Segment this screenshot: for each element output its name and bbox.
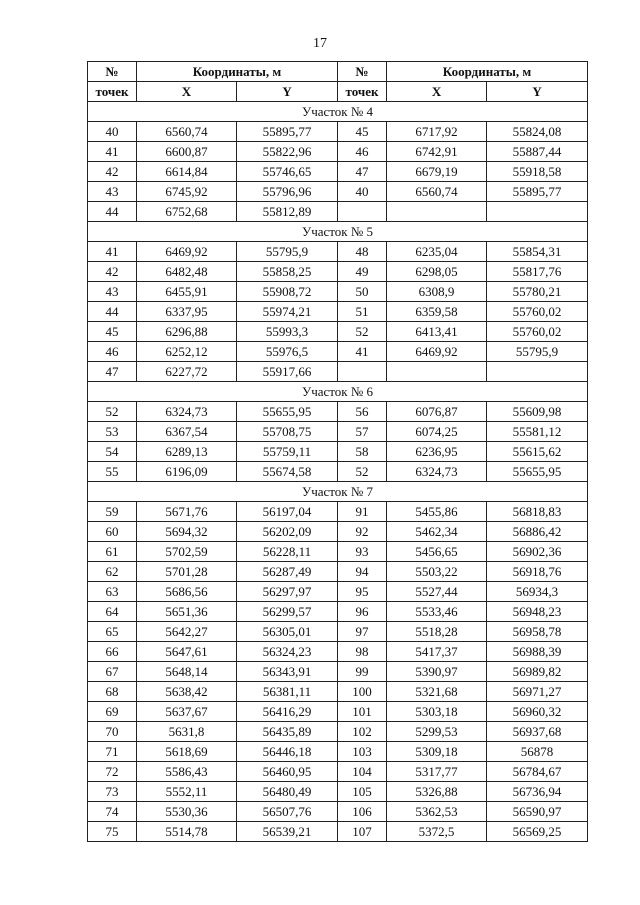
point-number: 65 xyxy=(88,622,137,642)
y-value: 56736,94 xyxy=(487,782,588,802)
point-number: 94 xyxy=(338,562,387,582)
x-value xyxy=(387,362,487,382)
point-number: 92 xyxy=(338,522,387,542)
point-number: 45 xyxy=(338,122,387,142)
y-value: 55887,44 xyxy=(487,142,588,162)
table-row xyxy=(88,142,588,162)
point-number: 63 xyxy=(88,582,137,602)
y-value: 55655,95 xyxy=(237,402,338,422)
table-row xyxy=(88,202,588,222)
point-number: 96 xyxy=(338,602,387,622)
x-value: 5701,28 xyxy=(137,562,237,582)
x-value: 5631,8 xyxy=(137,722,237,742)
x-value: 5648,14 xyxy=(137,662,237,682)
point-number: 59 xyxy=(88,502,137,522)
y-value: 56343,91 xyxy=(237,662,338,682)
x-value: 5647,61 xyxy=(137,642,237,662)
point-number: 46 xyxy=(338,142,387,162)
table-row xyxy=(88,682,588,702)
y-value: 55854,31 xyxy=(487,242,588,262)
points-label: точек xyxy=(88,82,137,102)
x-value: 6679,19 xyxy=(387,162,487,182)
x-value: 6337,95 xyxy=(137,302,237,322)
point-number: 43 xyxy=(88,182,137,202)
section-title: Участок № 4 xyxy=(88,102,588,122)
point-number: 53 xyxy=(88,422,137,442)
y-value: 55824,08 xyxy=(487,122,588,142)
point-number: 52 xyxy=(338,322,387,342)
x-value: 6413,41 xyxy=(387,322,487,342)
y-value: 55760,02 xyxy=(487,322,588,342)
point-number: 43 xyxy=(88,282,137,302)
x-value: 6742,91 xyxy=(387,142,487,162)
y-value: 55918,58 xyxy=(487,162,588,182)
point-number: 40 xyxy=(338,182,387,202)
y-value: 56918,76 xyxy=(487,562,588,582)
x-value: 6560,74 xyxy=(387,182,487,202)
x-value xyxy=(387,202,487,222)
point-number: 54 xyxy=(88,442,137,462)
point-number xyxy=(338,202,387,222)
section-title: Участок № 7 xyxy=(88,482,588,502)
y-value xyxy=(487,362,588,382)
table-row xyxy=(88,562,588,582)
y-value: 56416,29 xyxy=(237,702,338,722)
y-value: 56902,36 xyxy=(487,542,588,562)
y-value: 55796,96 xyxy=(237,182,338,202)
table-row xyxy=(88,262,588,282)
table-row xyxy=(88,362,588,382)
table-row xyxy=(88,502,588,522)
point-number: 107 xyxy=(338,822,387,842)
y-value: 56228,11 xyxy=(237,542,338,562)
x-value: 6308,9 xyxy=(387,282,487,302)
y-value: 55746,65 xyxy=(237,162,338,182)
point-number: 68 xyxy=(88,682,137,702)
coordinates-table xyxy=(87,61,588,842)
y-value: 56446,18 xyxy=(237,742,338,762)
x-value: 5533,46 xyxy=(387,602,487,622)
y-value: 56305,01 xyxy=(237,622,338,642)
point-number: 72 xyxy=(88,762,137,782)
x-value: 5637,67 xyxy=(137,702,237,722)
x-value: 5372,5 xyxy=(387,822,487,842)
point-number: 45 xyxy=(88,322,137,342)
y-value: 56460,95 xyxy=(237,762,338,782)
x-value: 6745,92 xyxy=(137,182,237,202)
y-value: 56937,68 xyxy=(487,722,588,742)
point-number: 100 xyxy=(338,682,387,702)
y-value xyxy=(487,202,588,222)
x-value: 5651,36 xyxy=(137,602,237,622)
section-row xyxy=(88,222,588,242)
point-number: 41 xyxy=(88,142,137,162)
point-number: 71 xyxy=(88,742,137,762)
table-row xyxy=(88,302,588,322)
x-value: 6074,25 xyxy=(387,422,487,442)
x-value: 5638,42 xyxy=(137,682,237,702)
table-row xyxy=(88,622,588,642)
y-value: 55759,11 xyxy=(237,442,338,462)
x-value: 6469,92 xyxy=(387,342,487,362)
y-value: 56287,49 xyxy=(237,562,338,582)
table-row xyxy=(88,642,588,662)
point-number: 74 xyxy=(88,802,137,822)
table-row xyxy=(88,282,588,302)
point-number: 50 xyxy=(338,282,387,302)
x-value: 6469,92 xyxy=(137,242,237,262)
point-number: 102 xyxy=(338,722,387,742)
y-value: 55822,96 xyxy=(237,142,338,162)
section-title: Участок № 6 xyxy=(88,382,588,402)
page-number: 17 xyxy=(313,36,327,51)
x-value: 6298,05 xyxy=(387,262,487,282)
point-number: 69 xyxy=(88,702,137,722)
y-value: 55917,66 xyxy=(237,362,338,382)
x-value: 5503,22 xyxy=(387,562,487,582)
point-number: 41 xyxy=(338,342,387,362)
point-number: 70 xyxy=(88,722,137,742)
table-row xyxy=(88,662,588,682)
y-value: 56784,67 xyxy=(487,762,588,782)
y-value: 55974,21 xyxy=(237,302,338,322)
y-value: 56299,57 xyxy=(237,602,338,622)
point-number: 44 xyxy=(88,202,137,222)
table-row xyxy=(88,422,588,442)
section-row xyxy=(88,482,588,502)
point-number: 42 xyxy=(88,162,137,182)
x-value: 6289,13 xyxy=(137,442,237,462)
point-number: 91 xyxy=(338,502,387,522)
table-row xyxy=(88,322,588,342)
y-value: 55780,21 xyxy=(487,282,588,302)
x-value: 5326,88 xyxy=(387,782,487,802)
x-value: 5309,18 xyxy=(387,742,487,762)
point-number: 99 xyxy=(338,662,387,682)
y-value: 56435,89 xyxy=(237,722,338,742)
table-row xyxy=(88,762,588,782)
y-value: 56958,78 xyxy=(487,622,588,642)
point-number: 40 xyxy=(88,122,137,142)
coordinates-header: Координаты, м xyxy=(387,62,588,82)
x-value: 6236,95 xyxy=(387,442,487,462)
x-value: 5586,43 xyxy=(137,762,237,782)
table-row xyxy=(88,242,588,262)
x-value: 6455,91 xyxy=(137,282,237,302)
section-row xyxy=(88,382,588,402)
x-value: 6324,73 xyxy=(387,462,487,482)
table-row xyxy=(88,582,588,602)
y-value: 56539,21 xyxy=(237,822,338,842)
x-value: 5317,77 xyxy=(387,762,487,782)
x-value: 5321,68 xyxy=(387,682,487,702)
table-row xyxy=(88,542,588,562)
x-value: 6482,48 xyxy=(137,262,237,282)
x-value: 6359,58 xyxy=(387,302,487,322)
table-row xyxy=(88,782,588,802)
point-number: 106 xyxy=(338,802,387,822)
x-value: 6235,04 xyxy=(387,242,487,262)
y-value: 55817,76 xyxy=(487,262,588,282)
y-value: 56988,39 xyxy=(487,642,588,662)
section-row xyxy=(88,102,588,122)
point-number: 60 xyxy=(88,522,137,542)
points-label: точек xyxy=(338,82,387,102)
table-row xyxy=(88,802,588,822)
x-value: 5671,76 xyxy=(137,502,237,522)
x-value: 5303,18 xyxy=(387,702,487,722)
point-number: 64 xyxy=(88,602,137,622)
y-value: 56507,76 xyxy=(237,802,338,822)
x-value: 6076,87 xyxy=(387,402,487,422)
table-row xyxy=(88,122,588,142)
x-value: 6614,84 xyxy=(137,162,237,182)
point-number: 49 xyxy=(338,262,387,282)
table-row xyxy=(88,702,588,722)
table-row xyxy=(88,182,588,202)
point-number: 97 xyxy=(338,622,387,642)
table-row xyxy=(88,522,588,542)
x-value: 5390,97 xyxy=(387,662,487,682)
x-value: 6600,87 xyxy=(137,142,237,162)
point-number xyxy=(338,362,387,382)
x-value: 5362,53 xyxy=(387,802,487,822)
y-value: 55760,02 xyxy=(487,302,588,322)
point-number: 93 xyxy=(338,542,387,562)
x-value: 5518,28 xyxy=(387,622,487,642)
y-header: Y xyxy=(237,82,338,102)
table-row xyxy=(88,342,588,362)
y-value: 55795,9 xyxy=(237,242,338,262)
y-value: 55895,77 xyxy=(487,182,588,202)
y-value: 55795,9 xyxy=(487,342,588,362)
table-row xyxy=(88,602,588,622)
x-value: 6367,54 xyxy=(137,422,237,442)
y-value: 55976,5 xyxy=(237,342,338,362)
point-number: 57 xyxy=(338,422,387,442)
point-number: 47 xyxy=(338,162,387,182)
y-value: 55581,12 xyxy=(487,422,588,442)
x-value: 5686,56 xyxy=(137,582,237,602)
x-value: 5455,86 xyxy=(387,502,487,522)
table-row xyxy=(88,462,588,482)
point-number: 103 xyxy=(338,742,387,762)
y-value: 56886,42 xyxy=(487,522,588,542)
x-value: 5694,32 xyxy=(137,522,237,542)
point-number-header: № xyxy=(338,62,387,82)
y-value: 55908,72 xyxy=(237,282,338,302)
x-value: 5514,78 xyxy=(137,822,237,842)
x-value: 5530,36 xyxy=(137,802,237,822)
point-number: 105 xyxy=(338,782,387,802)
point-number: 42 xyxy=(88,262,137,282)
x-value: 6324,73 xyxy=(137,402,237,422)
table-row xyxy=(88,402,588,422)
x-value: 5642,27 xyxy=(137,622,237,642)
point-number: 75 xyxy=(88,822,137,842)
point-number: 52 xyxy=(338,462,387,482)
point-number: 55 xyxy=(88,462,137,482)
y-value: 56381,11 xyxy=(237,682,338,702)
y-value: 55655,95 xyxy=(487,462,588,482)
x-value: 6252,12 xyxy=(137,342,237,362)
point-number-header: № xyxy=(88,62,137,82)
point-number: 62 xyxy=(88,562,137,582)
point-number: 98 xyxy=(338,642,387,662)
point-number: 47 xyxy=(88,362,137,382)
x-value: 6227,72 xyxy=(137,362,237,382)
x-value: 5702,59 xyxy=(137,542,237,562)
x-value: 6752,68 xyxy=(137,202,237,222)
y-value: 55708,75 xyxy=(237,422,338,442)
y-value: 55812,89 xyxy=(237,202,338,222)
point-number: 61 xyxy=(88,542,137,562)
y-value: 56297,97 xyxy=(237,582,338,602)
y-value: 55993,3 xyxy=(237,322,338,342)
point-number: 95 xyxy=(338,582,387,602)
y-value: 56934,3 xyxy=(487,582,588,602)
table-row xyxy=(88,742,588,762)
y-value: 56202,09 xyxy=(237,522,338,542)
x-value: 5618,69 xyxy=(137,742,237,762)
y-value: 55895,77 xyxy=(237,122,338,142)
x-value: 5299,53 xyxy=(387,722,487,742)
x-value: 6560,74 xyxy=(137,122,237,142)
point-number: 52 xyxy=(88,402,137,422)
y-value: 56480,49 xyxy=(237,782,338,802)
point-number: 46 xyxy=(88,342,137,362)
y-value: 56971,27 xyxy=(487,682,588,702)
y-value: 56818,83 xyxy=(487,502,588,522)
x-header: X xyxy=(387,82,487,102)
point-number: 51 xyxy=(338,302,387,322)
point-number: 101 xyxy=(338,702,387,722)
y-value: 56590,97 xyxy=(487,802,588,822)
point-number: 73 xyxy=(88,782,137,802)
x-value: 6296,88 xyxy=(137,322,237,342)
x-value: 5456,65 xyxy=(387,542,487,562)
table-header xyxy=(88,62,588,102)
point-number: 41 xyxy=(88,242,137,262)
coordinates-header: Координаты, м xyxy=(137,62,338,82)
point-number: 67 xyxy=(88,662,137,682)
x-value: 5552,11 xyxy=(137,782,237,802)
y-value: 55674,58 xyxy=(237,462,338,482)
y-value: 56569,25 xyxy=(487,822,588,842)
y-value: 55609,98 xyxy=(487,402,588,422)
table-row xyxy=(88,822,588,842)
y-value: 56948,23 xyxy=(487,602,588,622)
table-body xyxy=(88,102,588,842)
y-value: 56324,23 xyxy=(237,642,338,662)
point-number: 48 xyxy=(338,242,387,262)
x-header: X xyxy=(137,82,237,102)
y-value: 55615,62 xyxy=(487,442,588,462)
point-number: 66 xyxy=(88,642,137,662)
table-row xyxy=(88,442,588,462)
section-title: Участок № 5 xyxy=(88,222,588,242)
x-value: 6717,92 xyxy=(387,122,487,142)
table-row xyxy=(88,162,588,182)
x-value: 5527,44 xyxy=(387,582,487,602)
y-header: Y xyxy=(487,82,588,102)
point-number: 56 xyxy=(338,402,387,422)
point-number: 44 xyxy=(88,302,137,322)
y-value: 56197,04 xyxy=(237,502,338,522)
y-value: 56989,82 xyxy=(487,662,588,682)
y-value: 55858,25 xyxy=(237,262,338,282)
point-number: 104 xyxy=(338,762,387,782)
x-value: 5417,37 xyxy=(387,642,487,662)
x-value: 6196,09 xyxy=(137,462,237,482)
y-value: 56960,32 xyxy=(487,702,588,722)
y-value: 56878 xyxy=(487,742,588,762)
point-number: 58 xyxy=(338,442,387,462)
table-row xyxy=(88,722,588,742)
x-value: 5462,34 xyxy=(387,522,487,542)
